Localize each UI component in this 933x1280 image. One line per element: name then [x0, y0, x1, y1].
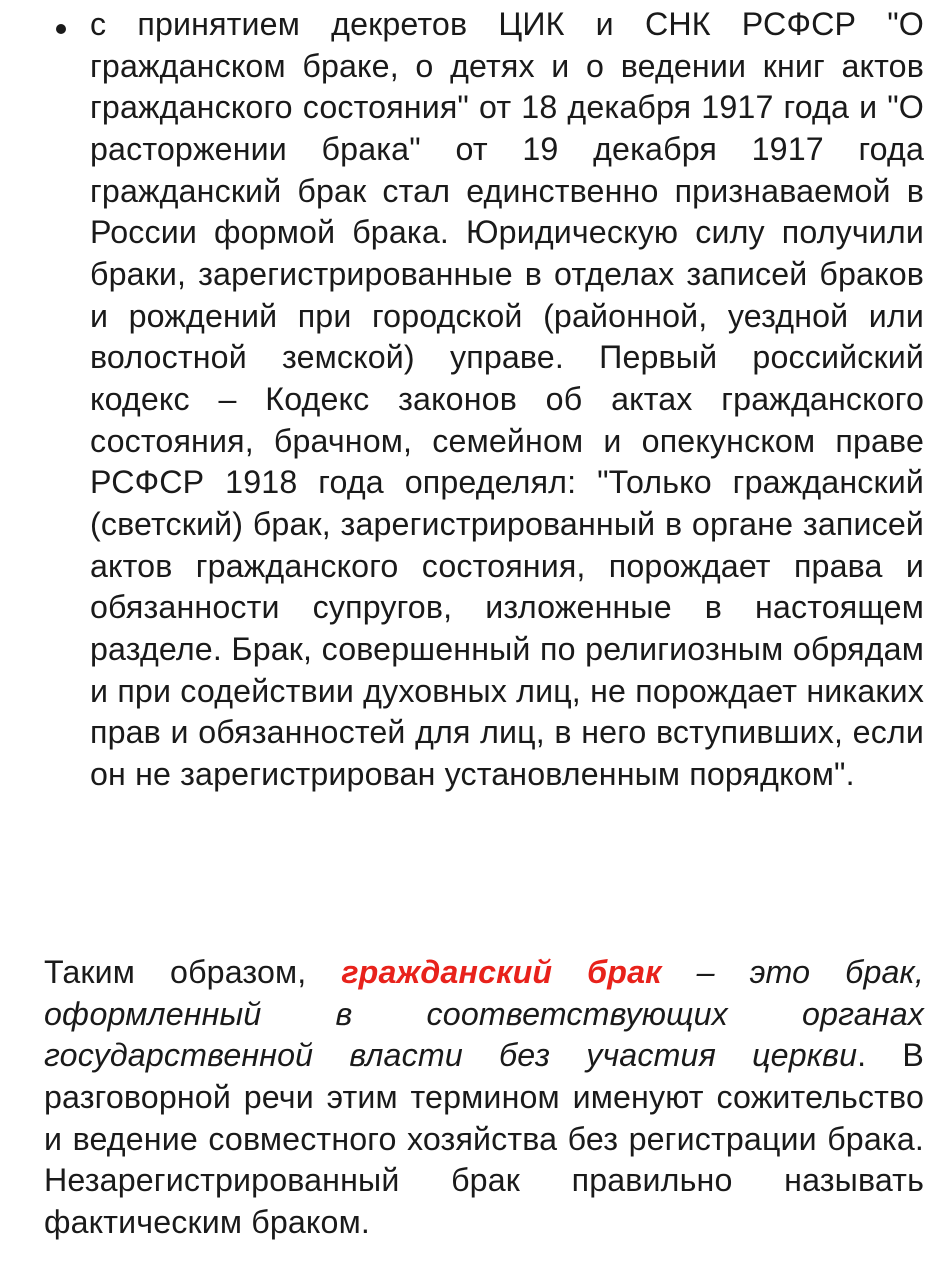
paragraph-lead: Таким образом, [44, 954, 342, 990]
term-definition: – это брак, оформленный в соответствующих органах государственной власти без участия церкви [44, 954, 924, 1074]
bullet-text: с принятием декретов ЦИК и СНК РСФСР "О гражданском браке, о детях и о ведении книг актов гражданского состояния" от 18 декабря 1917 года и "О расторжении брака" от 19 декабря 1917 года гражданский брак стал единственно признаваемой в России формой брака. Юридическую силу получили браки, зарегистрированные в отделах записей браков и рождений при городской (районной, уездной или волостной земской) управе. Первый российский кодекс – Кодекс законов об актах гражданского состояния, брачном, семейном и опекунском праве РСФСР 1918 года определял: "Только гражданский (светский) брак, зарегистрированный в органе записей актов гражданского состояния, порождает права и обязанности супругов, изложенные в настоящем разделе. Брак, совершенный по религиозным обрядам и при содействии духовных лиц, не порождает никаких прав и обязанностей для лиц, в него вступивших, если он не зарегистрирован установленным порядком". [90, 6, 924, 792]
highlighted-term: гражданский брак [341, 954, 662, 990]
bullet-marker [56, 24, 66, 34]
bullet-list-item [44, 4, 924, 795]
paragraph-rest: . В разговорной речи этим термином именуют сожительство и ведение совместного хозяйства без регистрации брака. Незарегистрированный брак правильно называть фактическим браком. [44, 1037, 924, 1240]
conclusion-paragraph [44, 952, 924, 1244]
